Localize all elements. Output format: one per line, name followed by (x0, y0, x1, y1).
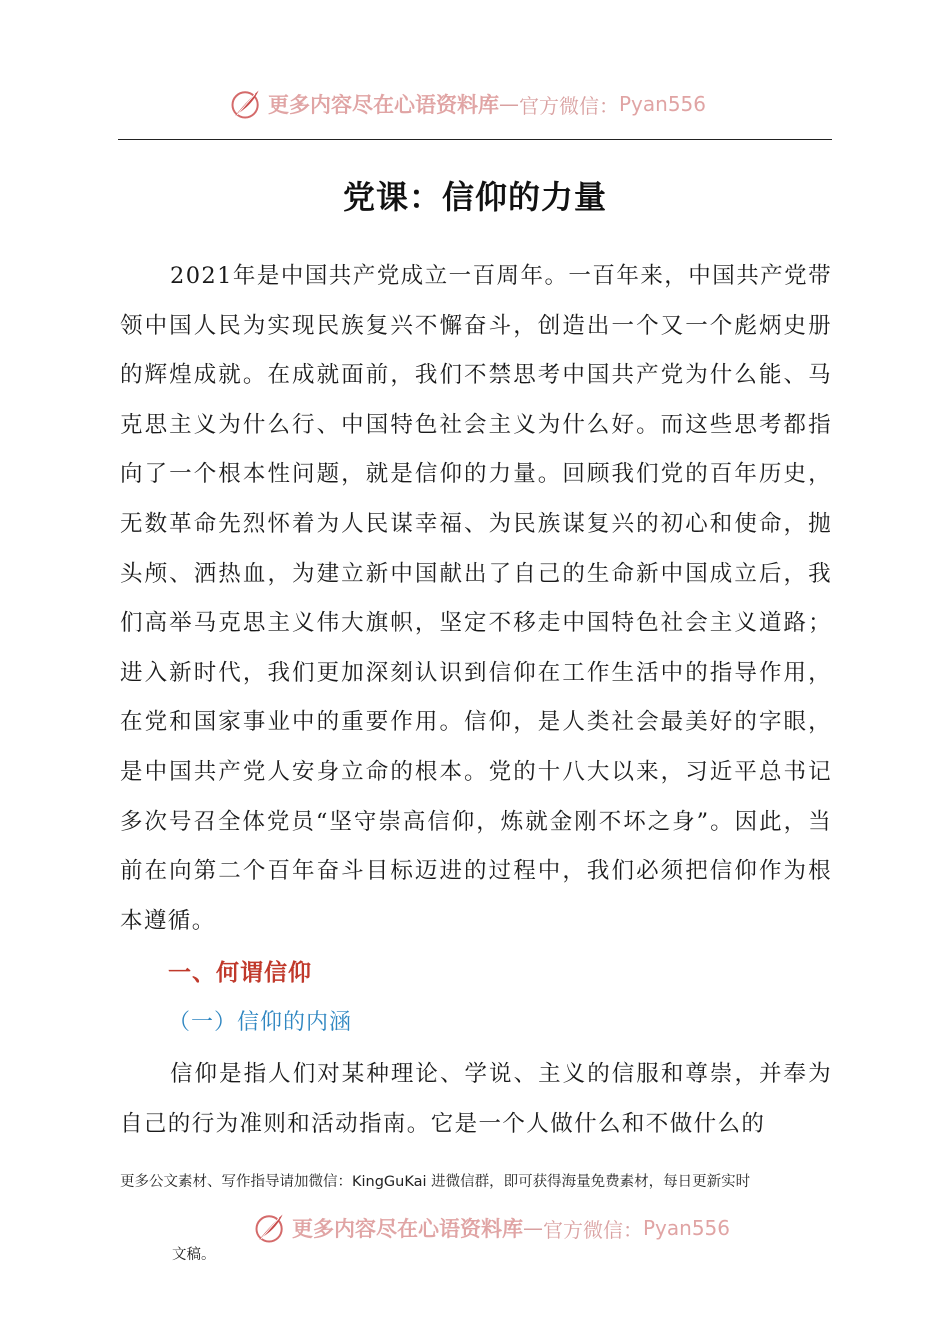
subsection-heading: （一）信仰的内涵 (168, 1010, 353, 1035)
intro-paragraph: 2021年是中国共产党成立一百周年。一百年来，中国共产党带领中国人民为实现民族复兴不懈奋斗，创造出一个又一个彪炳史册的辉煌成就。在成就面前，我们不禁思考中国共产党为什么能、马克思主义为什么行、中国特色社会主义为什么好。而这些思考都指向了一个根本性问题，就是信仰的力量。回顾我们党的百年历史，无数革命先烈怀着为人民谋幸福、为民族谋复兴的初心和使命，抛头颅、洒热血，为建立新中国献出了自己的生命新中国成立后，我们高举马克思主义伟大旗帜，坚定不移走中国特色社会主义道路；进入新时代，我们更加深刻认识到信仰在工作生活中的指导作用，在党和国家事业中的重要作用。信仰，是人类社会最美好的字眼，是中国共产党人安身立命的根本。党的十八大以来，习近平总书记多次号召全体党员“坚守崇高信仰，炼就金刚不坏之身”。因此，当前在向第二个百年奋斗目标迈进的过程中，我们必须把信仰作为根本遵循。 (120, 263, 832, 934)
banner-wechat-id: Pyan556 (643, 1216, 731, 1240)
header-divider (118, 139, 832, 140)
footer-watermark-banner (252, 1208, 730, 1248)
banner-main-text: 更多内容尽在心语资料库 (268, 92, 499, 117)
banner-wechat-label: 官方微信： (543, 1217, 643, 1242)
quill-pen-circle-icon (228, 86, 264, 122)
footer-note-line1: 更多公文素材、写作指导请加微信：KingGuKai 进微信群，即可获得海量免费素材，每日更新实时 (120, 1174, 751, 1190)
document-title: 党课：信仰的力量 (342, 178, 607, 216)
banner-wechat-id: Pyan556 (619, 92, 707, 116)
section-paragraph: 信仰是指人们对某种理论、学说、主义的信服和尊崇，并奉为自己的行为准则和活动指南。它是一个人做什么和不做什么的 (120, 1061, 832, 1137)
header-watermark-banner (228, 84, 706, 124)
section-heading: 一、何谓信仰 (168, 960, 312, 986)
footer-note-line2: 文稿。 (172, 1247, 216, 1263)
banner-wechat-label: 官方微信： (519, 93, 619, 118)
banner-separator: — (523, 1216, 543, 1240)
banner-main-text: 更多内容尽在心语资料库 (292, 1216, 523, 1241)
banner-separator: — (499, 92, 519, 116)
quill-pen-circle-icon (252, 1210, 288, 1246)
